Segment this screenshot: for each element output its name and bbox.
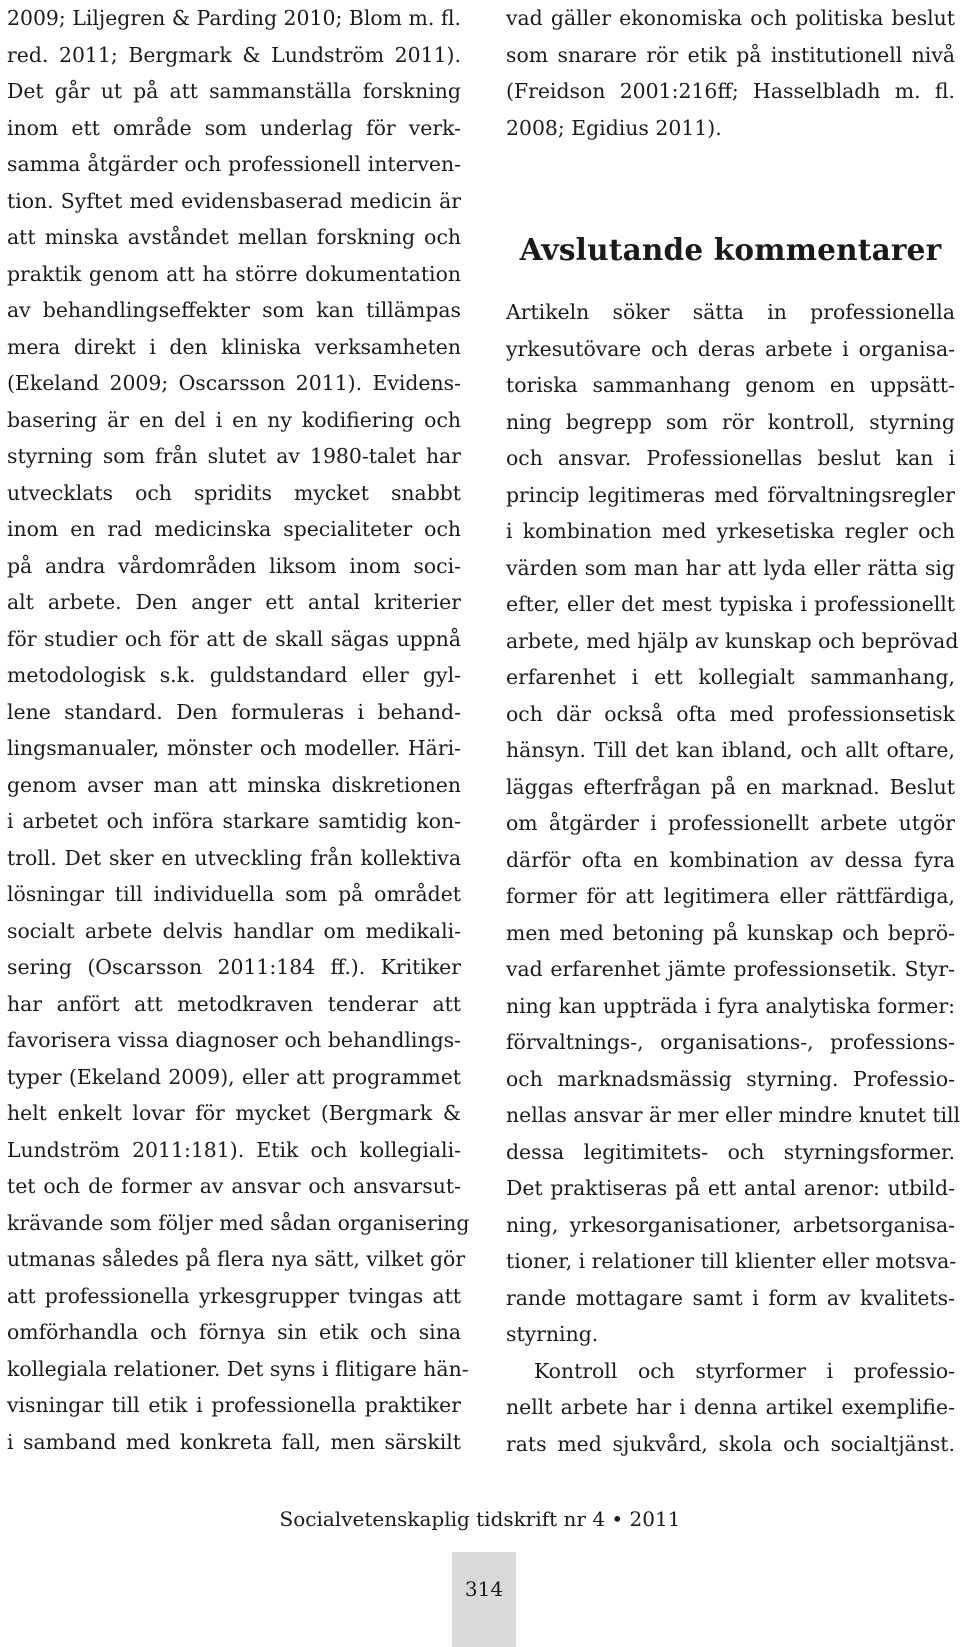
text-line: efter, eller det mest typiska i professionellt — [506, 592, 955, 616]
text-line: troll. Det sker en utveckling från kollektiva — [7, 845, 461, 870]
text-line: ning begrepp som rör kontroll, styrning — [506, 409, 955, 434]
text-line: alt arbete. Den anger ett antal kriterier — [7, 590, 461, 614]
text-line: arbete, med hjälp av kunskap och beprövad — [506, 628, 959, 653]
text-line: yrkesutövare och deras arbete i organisa- — [506, 336, 955, 361]
text-line: inom ett område som underlag för verk- — [7, 115, 461, 140]
text-line: ning, yrkesorganisationer, arbetsorganisa- — [506, 1212, 955, 1237]
text-line: men med betoning på kunskap och beprö- — [506, 920, 955, 945]
text-line: Lundström 2011:181). Etik och kollegiali- — [7, 1137, 461, 1162]
journal-footer: Socialvetenskaplig tidskrift nr 4 • 2011 — [279, 1507, 681, 1531]
text-line: rande mottagare samt i form av kvalitets- — [506, 1285, 955, 1310]
text-line: visningar till etik i professionella praktiker — [7, 1393, 461, 1417]
text-line: vad erfarenhet jämte professionsetik. Styr- — [506, 957, 955, 981]
text-line: Artikeln söker sätta in professionella — [506, 300, 955, 324]
text-line: metodologisk s.k. guldstandard eller gyl- — [7, 663, 461, 687]
left-column — [7, 0, 470, 1460]
text-line: Det praktiseras på ett antal arenor: utbild- — [506, 1176, 955, 1200]
text-line: favorisera vissa diagnoser och behandlings- — [7, 1028, 461, 1052]
text-line: 2009; Liljegren & Parding 2010; Blom m. fl. — [7, 6, 461, 30]
text-line: på andra vårdområden liksom inom soci- — [7, 553, 461, 578]
text-line: former för att legitimera eller rättfärdiga, — [506, 884, 955, 908]
right-column — [506, 0, 960, 1462]
text-line: Kontroll och styrformer i professio- — [534, 1358, 955, 1383]
text-line: tion. Syftet med evidensbaserad medicin är — [7, 188, 461, 213]
right-column-paragraph-1 — [506, 294, 960, 1353]
text-line: (Freidson 2001:216ff; Hasselbladh m. fl. — [506, 79, 955, 103]
text-line: värden som man har att lyda eller rätta sig — [506, 555, 955, 580]
right-column-paragraph-2 — [506, 1353, 955, 1463]
text-line: i samband med konkreta fall, men särskilt — [7, 1429, 461, 1454]
text-line: lösningar till individuella som på området — [7, 882, 461, 906]
text-line: omförhandla och förnya sin etik och sina — [7, 1320, 461, 1344]
text-line: helt enkelt lovar för mycket (Bergmark & — [7, 1101, 461, 1125]
text-line: krävande som följer med sådan organisering — [7, 1210, 470, 1235]
text-line: toriska sammanhang genom en uppsätt- — [506, 373, 955, 397]
text-line: att professionella yrkesgrupper tvingas att — [7, 1283, 461, 1308]
text-line: för studier och för att de skall sägas uppnå — [7, 626, 461, 651]
text-line: nellt arbete har i denna artikel exemplifie- — [506, 1395, 955, 1419]
text-line: ning kan uppträda i fyra analytiska former: — [506, 993, 955, 1018]
page-number: 314 — [464, 1577, 504, 1601]
text-line: (Ekeland 2009; Oscarsson 2011). Evidens- — [7, 371, 461, 395]
text-line: i kombination med yrkesetiska regler och — [506, 519, 955, 543]
text-line: erfarenhet i ett kollegialt sammanhang, — [506, 665, 955, 689]
text-line: basering är en del i en ny kodifiering och — [7, 407, 461, 432]
text-line: av behandlingseffekter som kan tillämpas — [7, 298, 461, 322]
text-line: sering (Oscarsson 2011:184 ff.). Kritiker — [7, 955, 461, 979]
text-line: kollegiala relationer. Det syns i flitigare hän- — [7, 1356, 469, 1381]
page-number-box — [452, 1552, 516, 1647]
text-line: genom avser man att minska diskretionen — [7, 772, 461, 797]
text-line: 2008; Egidius 2011). — [506, 115, 722, 140]
text-line: att minska avståndet mellan forskning och — [7, 225, 461, 249]
text-line: samma åtgärder och professionell interven- — [7, 152, 461, 176]
text-line: princip legitimeras med förvaltningsregler — [506, 482, 955, 507]
text-line: utmanas således på flera nya sätt, vilket gör — [7, 1247, 466, 1271]
text-line: och ansvar. Professionellas beslut kan i — [506, 446, 955, 470]
text-line: Det går ut på att sammanställa forskning — [7, 79, 461, 103]
text-line: förvaltnings-, organisations-, professions- — [506, 1030, 955, 1054]
text-line: vad gäller ekonomiska och politiska beslut — [506, 6, 955, 30]
text-line: rats med sjukvård, skola och socialtjänst. — [506, 1431, 955, 1456]
text-line: dessa legitimitets- och styrningsformer. — [506, 1139, 955, 1164]
text-line: hänsyn. Till det kan ibland, och allt oftare, — [506, 738, 955, 762]
text-line: lingsmanualer, mönster och modeller. Häri- — [7, 736, 461, 760]
text-line: mera direkt i den kliniska verksamheten — [7, 334, 461, 359]
text-line: tet och de former av ansvar och ansvarsut- — [7, 1174, 461, 1198]
text-line: om åtgärder i professionellt arbete utgör — [506, 811, 955, 835]
text-line: och där också ofta med professionsetisk — [506, 701, 955, 726]
text-line: styrning som från slutet av 1980-talet har — [7, 444, 461, 468]
text-line: som snarare rör etik på institutionell nivå — [506, 42, 955, 67]
text-line: har anfört att metodkraven tenderar att — [7, 991, 461, 1016]
text-line: lene standard. Den formuleras i behand- — [7, 699, 461, 724]
text-line: red. 2011; Bergmark & Lundström 2011). — [7, 42, 461, 67]
text-line: inom en rad medicinska specialiteter och — [7, 517, 461, 541]
text-line: styrning. — [506, 1322, 599, 1346]
text-line: i arbetet och införa starkare samtidig kon- — [7, 809, 461, 833]
text-line: tioner, i relationer till klienter eller motsva- — [506, 1249, 957, 1273]
text-line: läggas efterfrågan på en marknad. Beslut — [506, 774, 955, 799]
text-line: typer (Ekeland 2009), eller att programmet — [7, 1064, 461, 1089]
text-line: utvecklats och spridits mycket snabbt — [7, 480, 461, 505]
text-line: praktik genom att ha större dokumentation — [7, 261, 461, 286]
section-heading: Avslutande kommentarer — [519, 232, 942, 267]
text-line: därför ofta en kombination av dessa fyra — [506, 847, 955, 872]
text-line: socialt arbete delvis handlar om medikali- — [7, 918, 461, 943]
right-column-top-text — [506, 0, 955, 146]
text-line: och marknadsmässig styrning. Professio- — [506, 1066, 955, 1091]
text-line: nellas ansvar är mer eller mindre knutet till — [506, 1103, 960, 1127]
